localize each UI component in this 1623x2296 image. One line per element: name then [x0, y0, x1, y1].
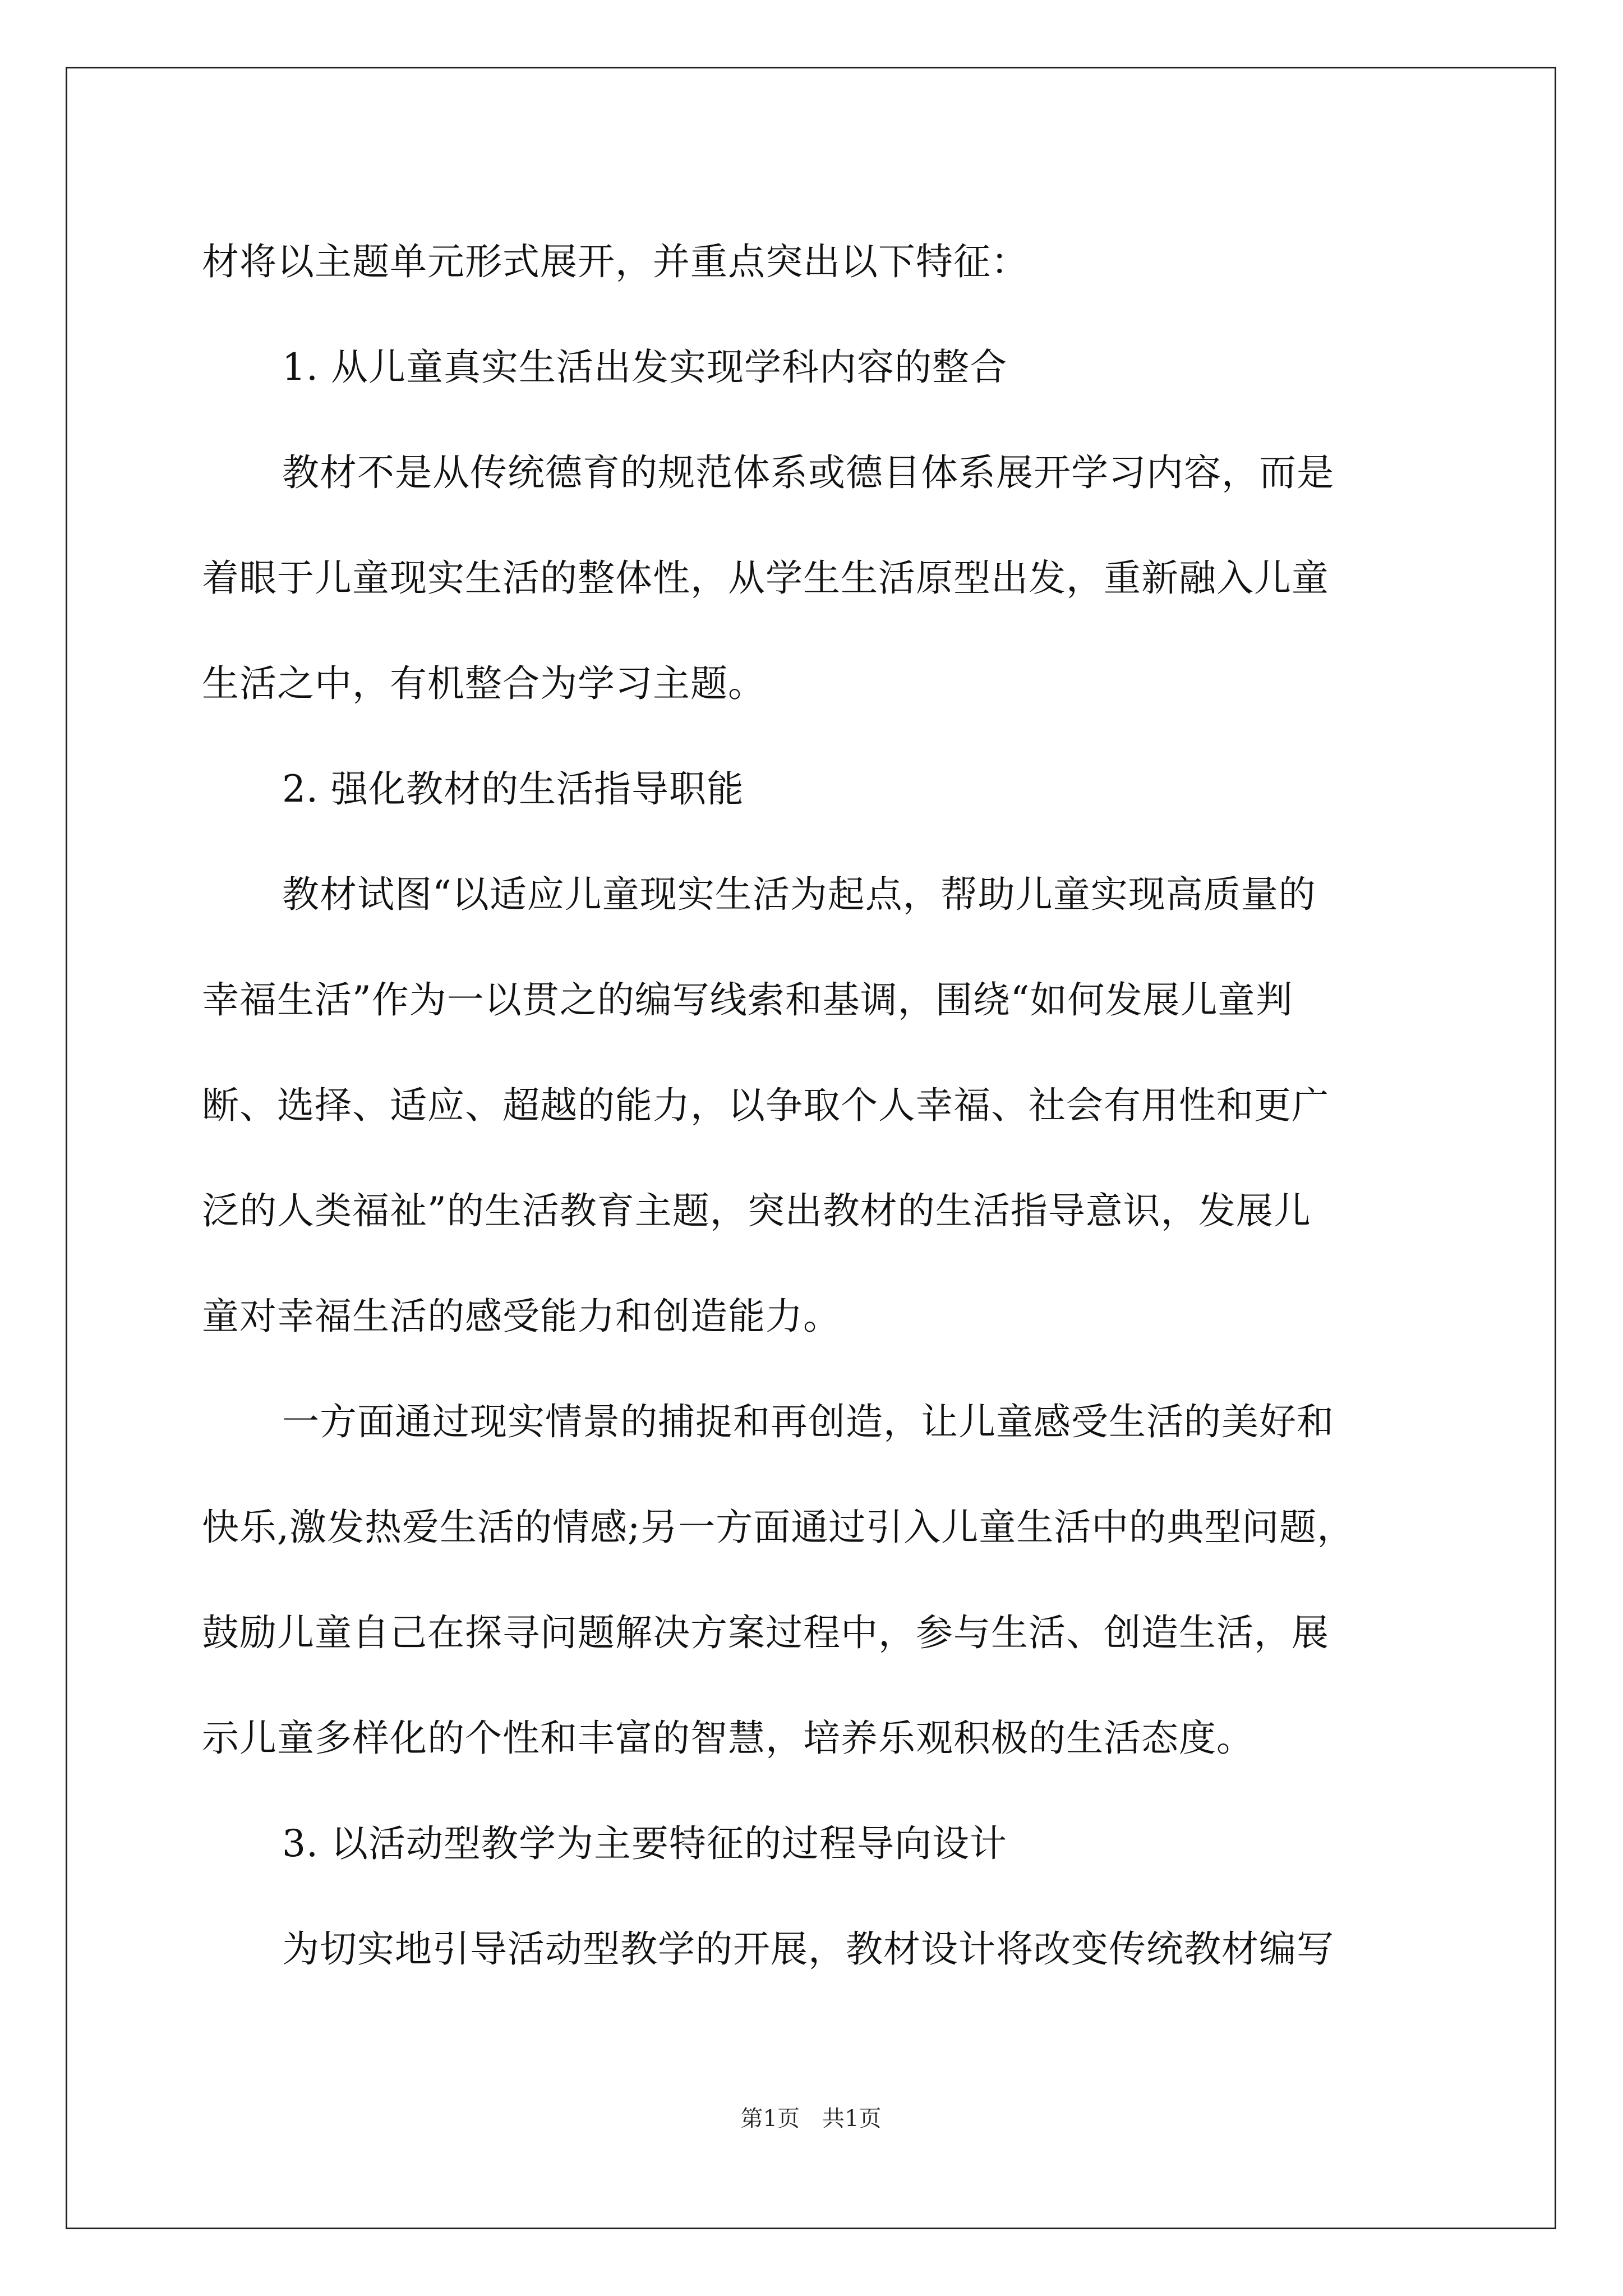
body-line-13: 示儿童多样化的个性和丰富的智慧，培养乐观积极的生活态度。 — [202, 1717, 1254, 1760]
body-line-7: 断、选择、适应、超越的能力，以争取个人幸福、社会有用性和更广 — [202, 1084, 1329, 1127]
body-line-1: 材将以主题单元形式展开，并重点突出以下特征： — [202, 240, 1029, 283]
page-frame — [66, 67, 1556, 2229]
body-line-9: 童对幸福生活的感受能力和创造能力。 — [202, 1295, 841, 1338]
body-line-11: 快乐,激发热爱生活的情感;另一方面通过引入儿童生活中的典型问题， — [202, 1506, 1355, 1549]
body-line-10: 一方面通过现实情景的捕捉和再创造，让儿童感受生活的美好和 — [282, 1400, 1334, 1443]
page-footer: 第1页 共1页 — [740, 2106, 882, 2132]
body-line-2: 教材不是从传统德育的规范体系或德目体系展开学习内容，而是 — [282, 451, 1334, 494]
body-line-5: 教材试图“以适应儿童现实生活为起点，帮助儿童实现高质量的 — [282, 873, 1316, 916]
body-line-12: 鼓励儿童自己在探寻问题解决方案过程中，参与生活、创造生活，展 — [202, 1611, 1329, 1654]
section-heading-3: 3. 以活动型教学为主要特征的过程导向设计 — [282, 1822, 1007, 1865]
section-heading-2: 2. 强化教材的生活指导职能 — [282, 767, 744, 811]
body-line-3: 着眼于儿童现实生活的整体性，从学生生活原型出发，重新融入儿童 — [202, 556, 1329, 600]
body-line-8: 泛的人类福祉”的生活教育主题，突出教材的生活指导意识，发展儿 — [202, 1189, 1311, 1232]
document-body — [67, 68, 1555, 2228]
body-line-6: 幸福生活”作为一以贯之的编写线索和基调，围绕“如何发展儿童判 — [202, 978, 1293, 1022]
body-line-4: 生活之中，有机整合为学习主题。 — [202, 662, 766, 705]
body-line-14: 为切实地引导活动型教学的开展，教材设计将改变传统教材编写 — [282, 1927, 1334, 1971]
section-heading-1: 1. 从儿童真实生活出发实现学科内容的整合 — [282, 346, 1007, 389]
